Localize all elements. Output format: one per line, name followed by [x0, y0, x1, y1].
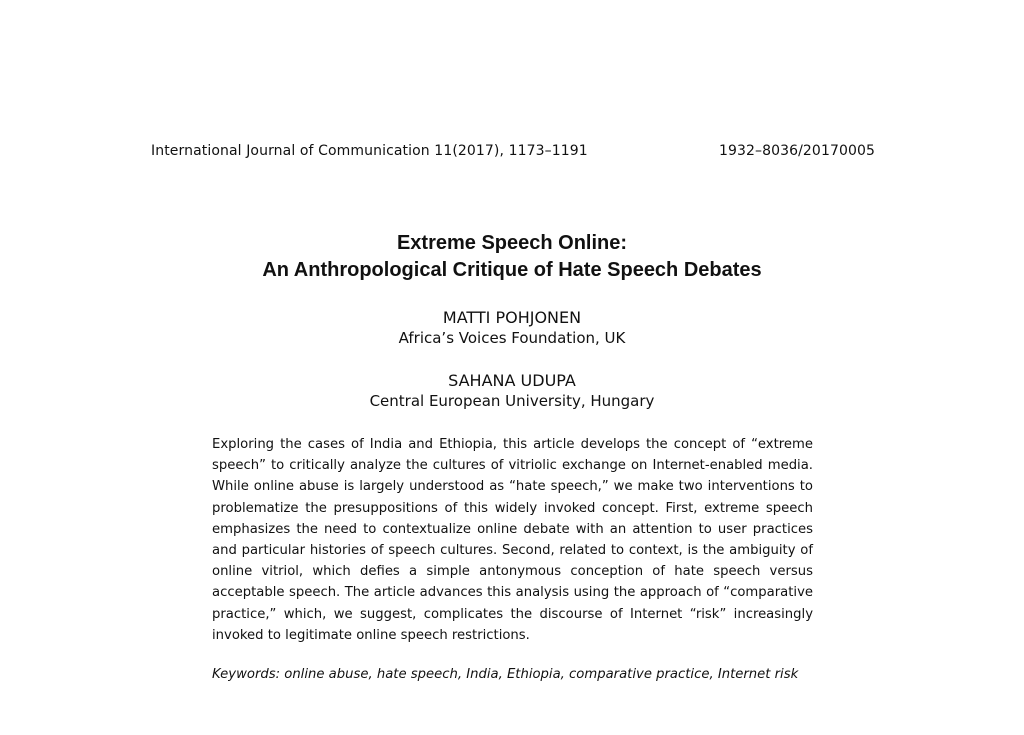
paper-title [0, 230, 1024, 284]
title-line-2: An Anthropological Critique of Hate Speech Debates [262, 259, 762, 281]
author-block-1 [0, 307, 1024, 349]
running-header [151, 143, 875, 159]
keywords-line: Keywords: online abuse, hate speech, India, Ethiopia, comparative practice, Internet risk [212, 667, 799, 682]
abstract-text: Exploring the cases of India and Ethiopia, this article develops the concept of “extreme speech” to critically analyze the cultures of vitriolic exchange on Internet-enabled media. While online abuse is largely understood as “hate speech,” we make two interventions to problematize the presuppositions of this widely invoked concept. First, extreme speech emphasizes the need to contextualize online debate with an attention to user practices and particular histories of speech cultures. Second, related to context, is the ambiguity of online vitriol, which defies a simple antonymous conception of hate speech versus acceptable speech. The article advances this analysis using the approach of “comparative practice,” which, we suggest, complicates the discourse of Internet “risk” increasingly invoked to legitimate online speech restrictions. [212, 437, 813, 643]
author-name: SAHANA UDUPA [448, 371, 576, 390]
issn-number: 1932–8036/20170005 [718, 143, 875, 159]
journal-citation: International Journal of Communication 11(2017), 1173–1191 [151, 143, 588, 159]
title-line-1: Extreme Speech Online: [396, 232, 628, 254]
author-affiliation: Central European University, Hungary [369, 392, 655, 410]
author-affiliation: Africa’s Voices Foundation, UK [398, 329, 626, 347]
author-name: MATTI POHJONEN [442, 308, 582, 327]
author-block-2 [0, 370, 1024, 412]
